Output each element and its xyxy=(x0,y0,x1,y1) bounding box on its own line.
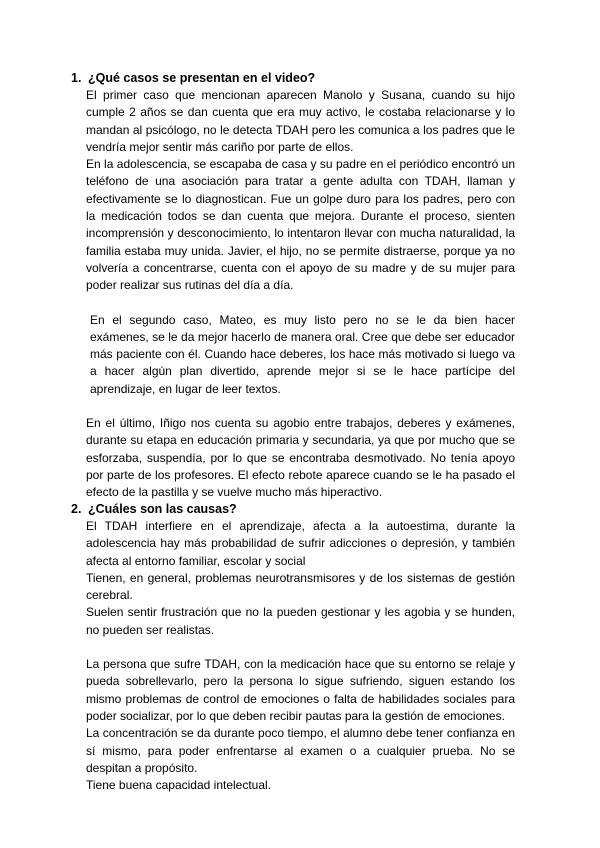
question-2-paragraph-1: El TDAH interfiere en el aprendizaje, afecta a la autoestima, durante la adolescencia hay más probabilidad de sufrir adicciones o depresión, y también afecta al entorno familiar, escolar y social xyxy=(86,519,515,568)
question-2-paragraph-4: La persona que sufre TDAH, con la medicación hace que su entorno se relaje y pueda sobrellevarlo, pero la persona lo sigue sufriendo, siguen estando los mismo problemas de control de emociones o falta de habilidades sociales para poder socializar, por lo que deben recibir pautas para la gestión de emociones. xyxy=(86,657,515,723)
question-1-number: 1. xyxy=(71,71,82,85)
question-1-heading xyxy=(71,70,515,87)
question-2-paragraph-6: Tiene buena capacidad intelectual. xyxy=(86,778,272,793)
question-2-title: ¿Cuáles son las causas? xyxy=(88,502,237,516)
question-2-heading xyxy=(71,501,515,518)
paragraph-spacer xyxy=(71,295,515,312)
question-1-paragraph-1: El primer caso que mencionan aparecen Manolo y Susana, cuando su hijo cumple 2 años se dan cuenta que era muy activo, le costaba relacionarse y lo mandan al psicólogo, no le detecta TDAH pero les comunica a los padres que le vendría mejor sentir más cariño por parte de ellos. xyxy=(86,88,515,154)
paragraph-spacer xyxy=(71,639,515,656)
question-1-section xyxy=(71,70,515,502)
question-1-paragraph-3: En el segundo caso, Mateo, es muy listo pero no se le da bien hacer exámenes, se le da mejor hacerlo de manera oral. Cree que debe ser educador más paciente con él. Cuando hace deberes, los hace más motivado si luego va a hacer algún plan divertido, aprende mejor si se le hace partícipe del aprendizaje, en lugar de leer textos. xyxy=(90,312,515,396)
question-2-paragraph-5: La concentración se da durante poco tiempo, el alumno debe tener confianza en sí mismo, para poder enfrentarse al examen o a cualquier prueba. No se despitan a propósito. xyxy=(86,726,515,775)
question-1-paragraph-2: En la adolescencia, se escapaba de casa y su padre en el periódico encontró un teléfono de una asociación para tratar a gente adulta con TDAH, llaman y efectivamente se lo diagnostican. Fue un golpe duro para los padres, pero con la medicación todos se dan cuenta que mejora. Durante el proceso, sienten incomprensión y desconocimiento, lo intentaron llevar con mucha naturalidad, la familia estaba muy unida. Javier, el hijo, no se permite distraerse, porque ya no volvería a concentrarse, cuenta con el apoyo de su madre y de su mujer para poder realizar sus rutinas del día a día. xyxy=(86,157,515,293)
question-2-paragraph-3: Suelen sentir frustración que no la pueden gestionar y les agobia y se hunden, no pueden ser realistas. xyxy=(86,605,515,637)
question-1-title: ¿Qué casos se presentan en el video? xyxy=(88,71,316,85)
question-2-paragraph-2: Tienen, en general, problemas neurotransmisores y de los sistemas de gestión cerebral. xyxy=(86,570,515,603)
paragraph-spacer xyxy=(71,398,515,415)
question-1-paragraph-4: En el último, Iñigo nos cuenta su agobio entre trabajos, deberes y exámenes, durante su etapa en educación primaria y secundaria, ya que por mucho que se esforzaba, suspendía, por lo que se encontraba desmotivado. No tenía apoyo por parte de los profesores. El efecto rebote aparece cuando se le ha pasado el efecto de la pastilla y se vuelve mucho más hiperactivo. xyxy=(86,416,515,500)
question-2-section xyxy=(71,501,515,794)
question-2-number: 2. xyxy=(71,502,82,516)
